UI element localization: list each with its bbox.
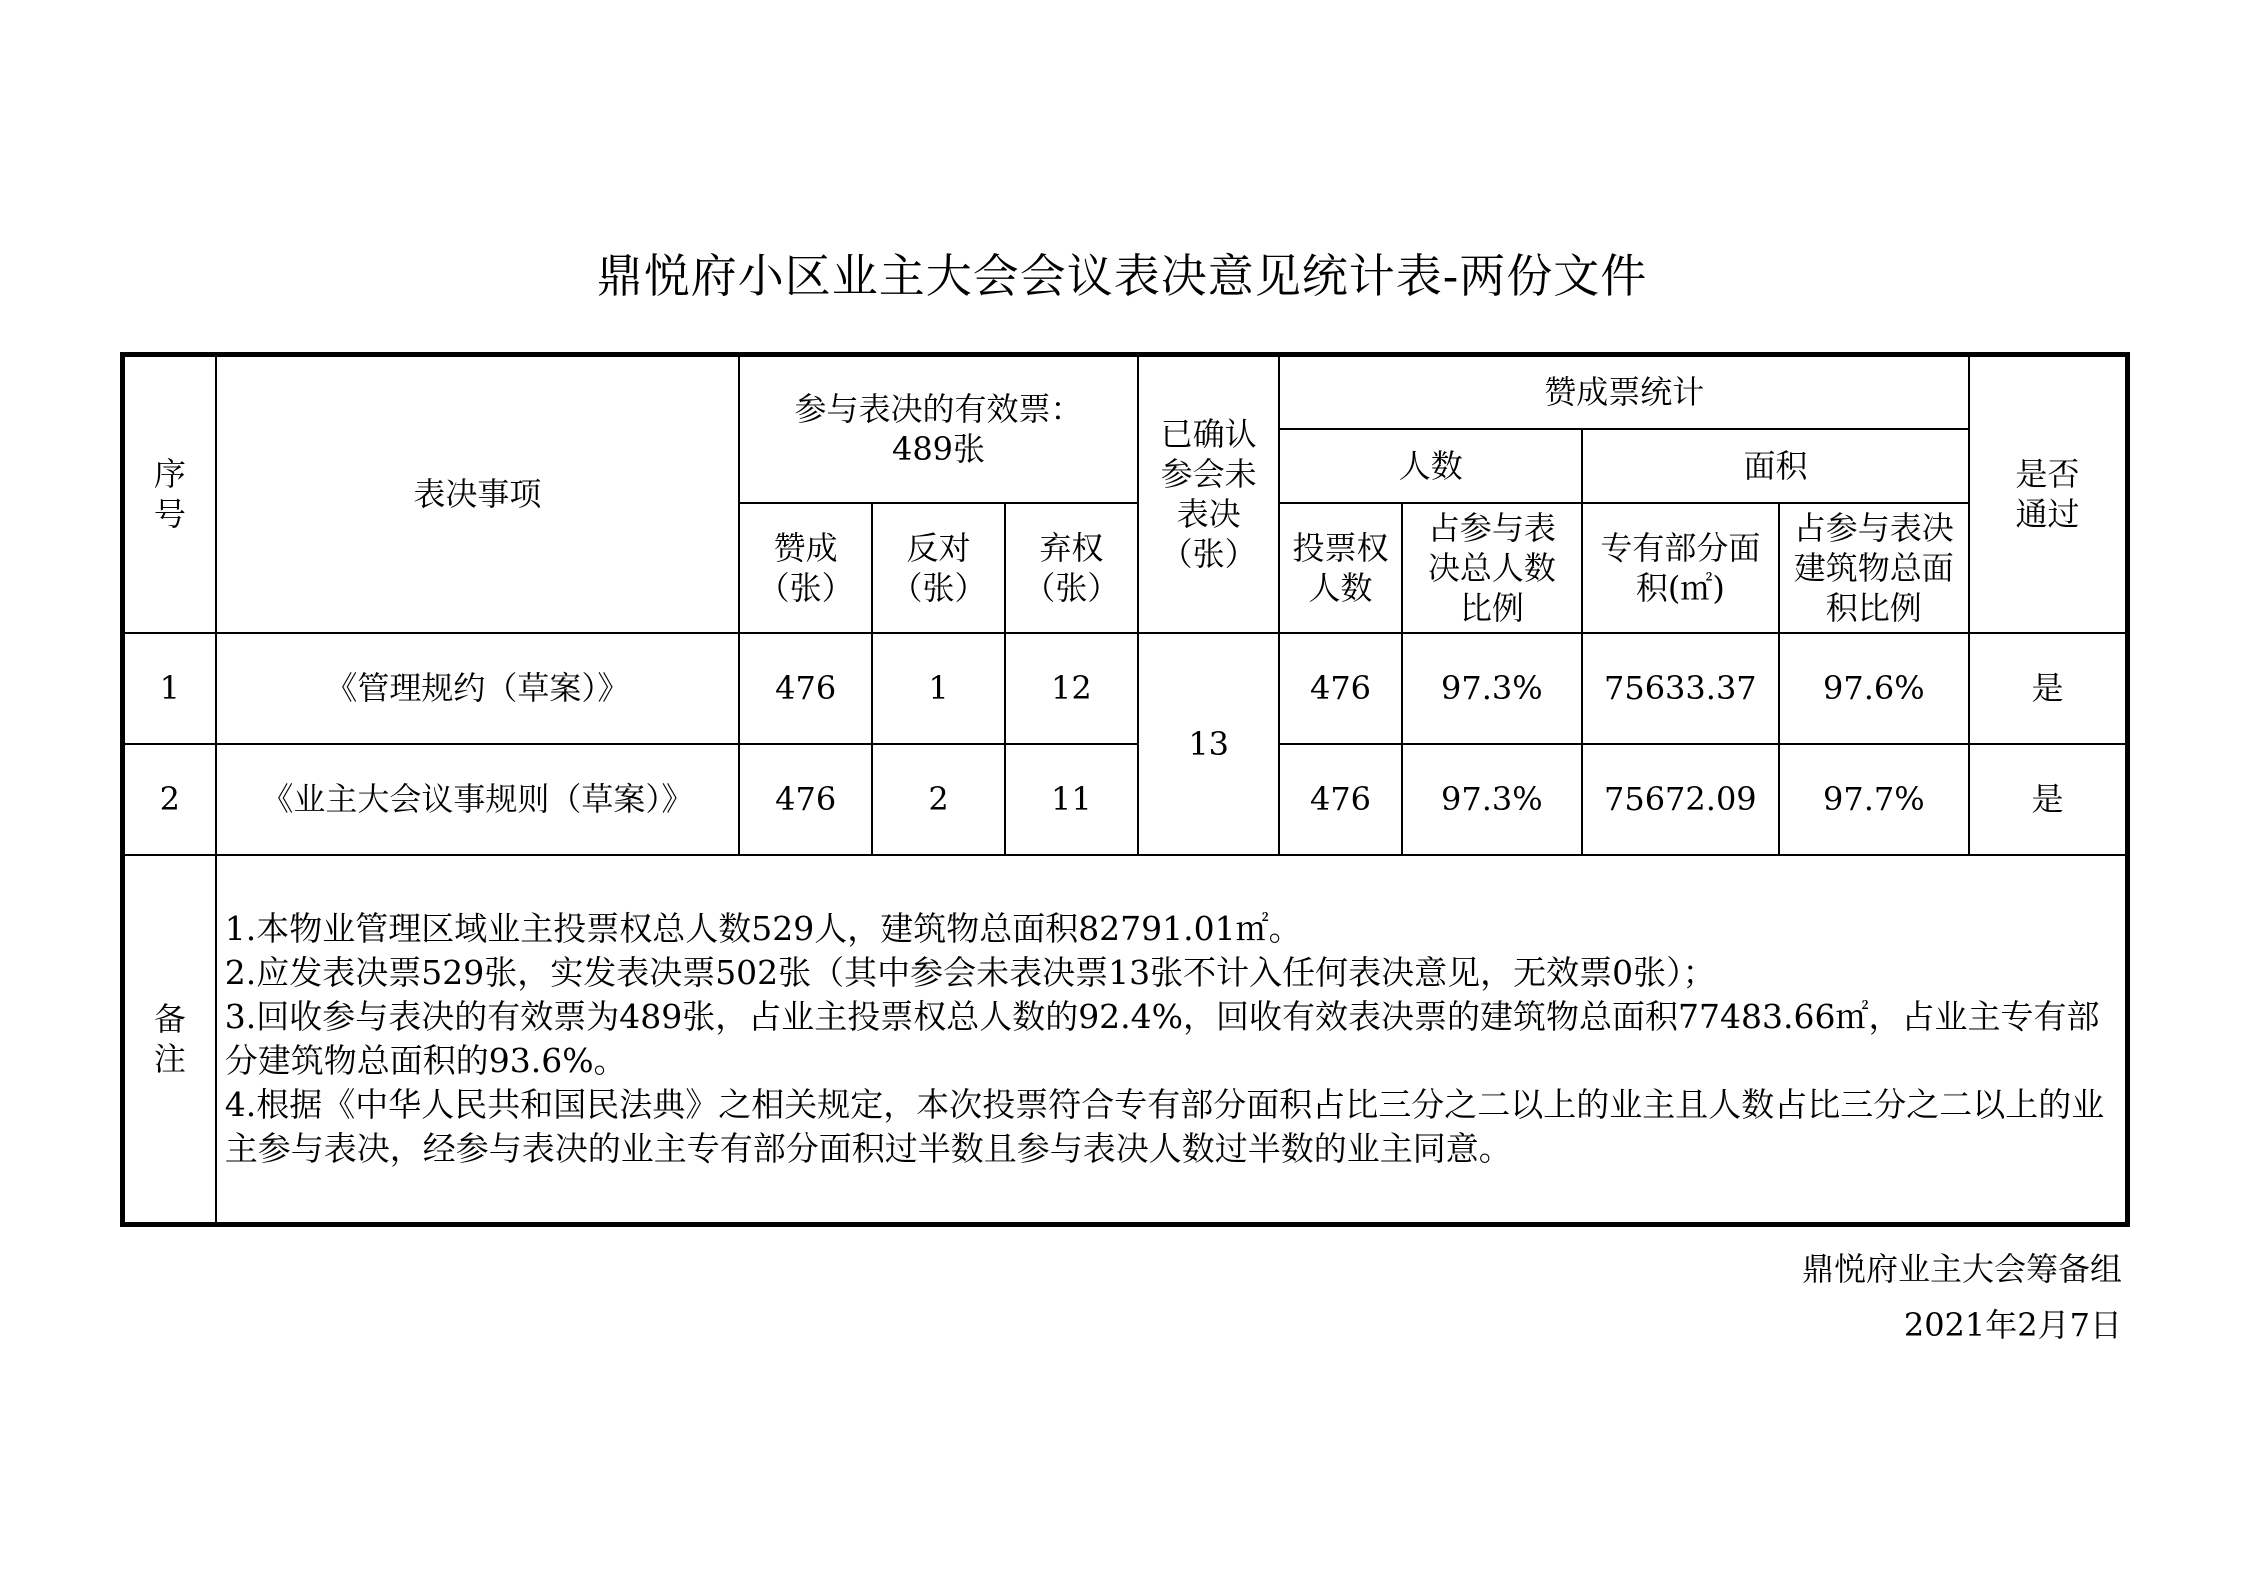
notes-row xyxy=(123,855,2128,1225)
note-item: 4.根据《中华人民共和国民法典》之相关规定，本次投票符合专有部分面积占比三分之二以上的业主且人数占比三分之二以上的业主参与表决，经参与表决的业主专有部分面积过半数且参与表决人数过半数的业主同意。 xyxy=(224,1084,2105,1168)
header-favor: 赞成 （张） xyxy=(739,503,872,633)
cell-against: 2 xyxy=(872,744,1004,855)
table-row xyxy=(123,633,2128,744)
header-row xyxy=(123,355,2128,429)
cell-seq: 1 xyxy=(123,633,216,744)
header-area-ratio: 占参与表决 建筑物总面 积比例 xyxy=(1779,503,1969,633)
header-confirmed-no-vote: 已确认 参会未 表决 （张） xyxy=(1138,355,1279,633)
cell-area-ratio: 97.6% xyxy=(1779,633,1969,744)
cell-voting-people: 476 xyxy=(1279,744,1401,855)
cell-confirmed-no-vote: 13 xyxy=(1138,633,1279,855)
notes-content xyxy=(216,855,2128,1225)
cell-against: 1 xyxy=(872,633,1004,744)
note-item: 3.回收参与表决的有效票为489张，占业主投票权总人数的92.4%，回收有效表决票的建筑物总面积77483.66㎡，占业主专有部分建筑物总面积的93.6%。 xyxy=(224,996,2100,1080)
cell-item: 《业主大会议事规则（草案）》 xyxy=(216,744,739,855)
cell-exclusive-area: 75633.37 xyxy=(1582,633,1778,744)
header-passed: 是否 通过 xyxy=(1969,355,2127,633)
header-people: 人数 xyxy=(1279,429,1582,503)
cell-abstain: 12 xyxy=(1005,633,1138,744)
cell-passed: 是 xyxy=(1969,744,2127,855)
cell-area-ratio: 97.7% xyxy=(1779,744,1969,855)
cell-voting-people: 476 xyxy=(1279,633,1401,744)
header-item: 表决事项 xyxy=(216,355,739,633)
cell-people-ratio: 97.3% xyxy=(1402,633,1582,744)
footer-organization: 鼎悦府业主大会筹备组 xyxy=(1801,1250,2122,1288)
cell-people-ratio: 97.3% xyxy=(1402,744,1582,855)
header-abstain: 弃权 （张） xyxy=(1005,503,1138,633)
cell-passed: 是 xyxy=(1969,633,2127,744)
page-title: 鼎悦府小区业主大会会议表决意见统计表-两份文件 xyxy=(596,249,1648,303)
cell-favor: 476 xyxy=(739,633,872,744)
notes-label: 备 注 xyxy=(123,855,216,1225)
header-favor-stats: 赞成票统计 xyxy=(1279,355,1969,429)
header-people-ratio: 占参与表 决总人数 比例 xyxy=(1402,503,1582,633)
header-area: 面积 xyxy=(1582,429,1969,503)
note-item: 1.本物业管理区域业主投票权总人数529人，建筑物总面积82791.01㎡。 xyxy=(224,908,1302,948)
cell-abstain: 11 xyxy=(1005,744,1138,855)
header-against: 反对 （张） xyxy=(872,503,1004,633)
cell-exclusive-area: 75672.09 xyxy=(1582,744,1778,855)
note-item: 2.应发表决票529张，实发表决票502张（其中参会未表决票13张不计入任何表决意见，无效票0张）； xyxy=(224,952,1716,992)
header-valid-votes: 参与表决的有效票： 489张 xyxy=(739,355,1138,503)
cell-seq: 2 xyxy=(123,744,216,855)
cell-favor: 476 xyxy=(739,744,872,855)
table-row xyxy=(123,744,2128,855)
header-exclusive-area: 专有部分面 积(㎡) xyxy=(1582,503,1778,633)
cell-item: 《管理规约（草案）》 xyxy=(216,633,739,744)
header-seq: 序 号 xyxy=(123,355,216,633)
footer-date: 2021年2月7日 xyxy=(1903,1306,2122,1344)
vote-statistics-table xyxy=(120,352,2130,1227)
header-voting-people: 投票权 人数 xyxy=(1279,503,1401,633)
